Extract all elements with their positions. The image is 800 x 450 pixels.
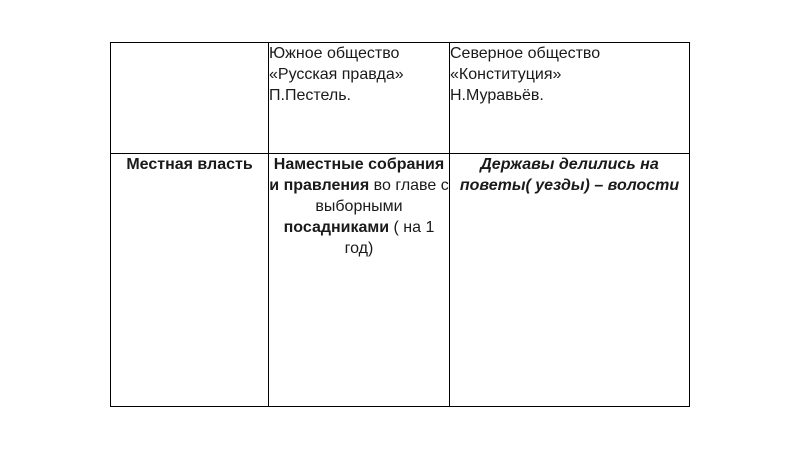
south-society-name: Южное общество [269, 45, 400, 62]
south-term: ( на 1 год) [344, 219, 435, 257]
row-label-local-power: Местная власть [111, 154, 269, 407]
north-local-power-cell: Державы делились на поветы( уезды) – волости [450, 154, 690, 407]
local-power-row [111, 154, 690, 407]
south-society-author: П.Пестель. [269, 87, 351, 104]
south-local-text: во главе с выборными [315, 177, 449, 215]
south-society-header [269, 43, 450, 154]
comparison-table [110, 42, 690, 407]
south-local-bodies: Наместные собрания и правления [269, 156, 445, 194]
north-society-author: Н.Муравьёв. [450, 87, 544, 104]
south-local-power-cell [269, 154, 450, 407]
south-posadniki: посадниками [283, 219, 390, 236]
header-row [111, 43, 690, 154]
north-society-header [450, 43, 690, 154]
north-society-document: «Конституция» [450, 66, 562, 83]
south-society-document: «Русская правда» [269, 66, 404, 83]
corner-cell [111, 43, 269, 154]
north-society-name: Северное общество [450, 45, 601, 62]
